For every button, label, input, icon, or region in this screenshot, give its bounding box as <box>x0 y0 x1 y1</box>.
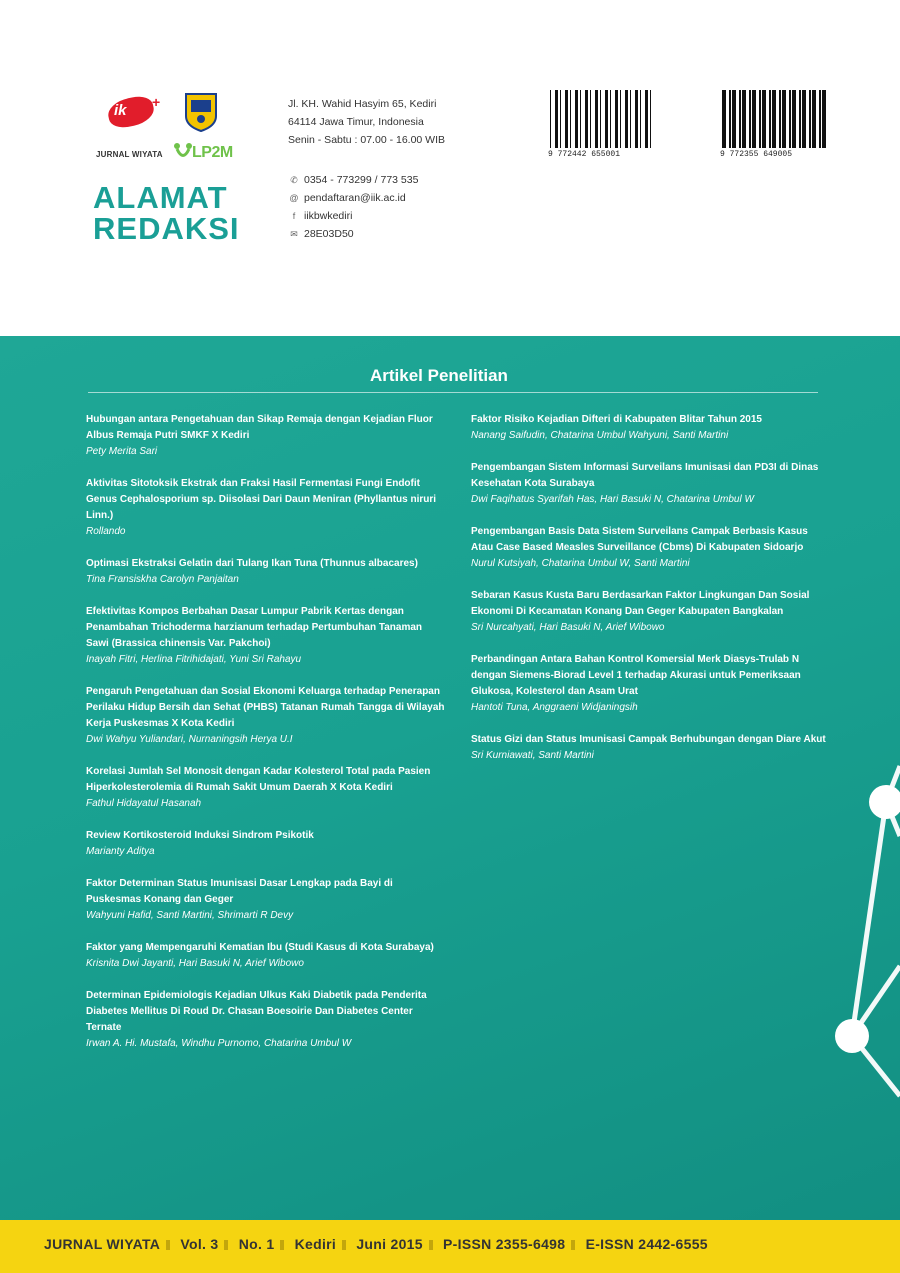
article-title: Efektivitas Kompos Berbahan Dasar Lumpur Pabrik Kertas dengan Penambahan Trichoderma harzianum terhadap Pertumbuhan Tanaman Sawi (Brassica chinensis Var. Pakchoi) <box>86 606 423 649</box>
jurnal-wiyata-logo: JURNAL WIYATA <box>96 150 163 159</box>
article-title: Status Gizi dan Status Imunisasi Campak Berhubungan dengan Diare Akut <box>471 734 826 745</box>
article-title: Sebaran Kasus Kusta Baru Berdasarkan Faktor Lingkungan Dan Sosial Ekonomi Di Kecamatan Konang Dan Geger Kabupaten Bangkalan <box>471 590 810 617</box>
article-item <box>86 556 446 588</box>
article-item <box>86 828 446 860</box>
article-authors: Rollando <box>86 526 126 537</box>
article-authors: Krisnita Dwi Jayanti, Hari Basuki N, Arief Wibowo <box>86 958 304 969</box>
contact-phone: ✆ 0354 - 773299 / 773 535 <box>288 171 418 189</box>
address-line: 64114 Jawa Timur, Indonesia <box>288 116 424 128</box>
article-authors: Sri Nurcahyati, Hari Basuki N, Arief Wibowo <box>471 622 665 633</box>
article-title: Faktor yang Mempengaruhi Kematian Ibu (Studi Kasus di Kota Surabaya) <box>86 942 434 953</box>
article-item <box>86 476 446 540</box>
articles-panel <box>0 336 900 1220</box>
article-authors: Sri Kurniawati, Santi Martini <box>471 750 594 761</box>
lp2m-logo: LP2M <box>172 138 242 166</box>
iik-logo: ik + <box>108 94 160 128</box>
article-title: Determinan Epidemiologis Kejadian Ulkus Kaki Diabetik pada Penderita Diabetes Mellitus Di Roud Dr. Chasan Boesoirie Dan Diabetes Center Ternate <box>86 990 427 1033</box>
article-item <box>86 764 446 812</box>
article-authors: Tina Fransiskha Carolyn Panjaitan <box>86 574 239 585</box>
barcode-number: 9 772355 649005 <box>720 150 793 159</box>
issue-date: Juni 2015 <box>356 1236 423 1252</box>
volume: Vol. 3 <box>180 1236 219 1252</box>
article-title: Pengembangan Basis Data Sistem Surveilans Campak Berbasis Kasus Atau Case Based Measles Surveillance (Cbms) Di Kabupaten Sidoarjo <box>471 526 808 553</box>
barcode-print-issn <box>548 90 658 160</box>
article-title: Optimasi Ekstraksi Gelatin dari Tulang Ikan Tuna (Thunnus albacares) <box>86 558 418 569</box>
article-title: Review Kortikosteroid Induksi Sindrom Psikotik <box>86 830 314 841</box>
barcode-graphic <box>548 90 658 148</box>
office-hours: Senin - Sabtu : 07.00 - 16.00 WIB <box>288 134 446 146</box>
article-item <box>471 460 831 508</box>
article-column-right <box>471 412 831 780</box>
email-icon: @ <box>289 193 299 203</box>
article-item <box>471 732 831 764</box>
barcode-number: 9 772442 655001 <box>548 150 621 159</box>
article-authors: Inayah Fitri, Herlina Fitrihidajati, Yuni Sri Rahayu <box>86 654 302 665</box>
article-item <box>471 412 831 444</box>
article-item <box>86 604 446 668</box>
article-authors: Hantoti Tuna, Anggraeni Widjaningsih <box>471 702 638 713</box>
contact-list <box>288 171 418 243</box>
article-title: Aktivitas Sitotoksik Ekstrak dan Fraksi Hasil Fermentasi Fungi Endofit Genus Cephalosporium sp. Diisolasi Dari Daun Meniran (Phyllantus niruri Linn.) <box>86 478 437 521</box>
journal-name: JURNAL WIYATA <box>44 1236 161 1252</box>
article-item <box>86 940 446 972</box>
address-block <box>288 95 445 149</box>
address-line: Jl. KH. Wahid Hasyim 65, Kediri <box>288 98 437 110</box>
barcode-online-issn <box>720 90 830 160</box>
article-authors: Dwi Faqihatus Syarifah Has, Hari Basuki N, Chatarina Umbul W <box>471 494 754 505</box>
crest-logo <box>184 92 218 132</box>
footer-bar <box>0 1220 900 1273</box>
article-title: Pengaruh Pengetahuan dan Sosial Ekonomi Keluarga terhadap Penerapan Perilaku Hidup Bersih dan Sehat (PHBS) Tatanan Rumah Tangga di Wilayah Kerja Puskesmas X Kota Kediri <box>86 686 445 729</box>
article-authors: Pety Merita Sari <box>86 446 158 457</box>
journal-info <box>44 1236 708 1252</box>
facebook-icon: f <box>292 211 296 221</box>
article-authors: Fathul Hidayatul Hasanah <box>86 798 202 809</box>
article-item <box>471 588 831 636</box>
issue-number: No. 1 <box>238 1236 275 1252</box>
article-item <box>86 988 446 1052</box>
article-title: Faktor Risiko Kejadian Difteri di Kabupaten Blitar Tahun 2015 <box>471 414 762 425</box>
online-issn: E-ISSN 2442-6555 <box>585 1236 708 1252</box>
article-authors: Nurul Kutsiyah, Chatarina Umbul W, Santi Martini <box>471 558 690 569</box>
article-title: Faktor Determinan Status Imunisasi Dasar Lengkap pada Bayi di Puskesmas Konang dan Geger <box>86 878 393 905</box>
contact-email: @ pendaftaran@iik.ac.id <box>288 189 418 207</box>
logo-group <box>96 92 256 172</box>
article-title: Perbandingan Antara Bahan Kontrol Komersial Merk Diasys-Trulab N dengan Siemens-Biorad Level 1 terhadap Akurasi untuk Pemeriksaan Glukosa, Kolesterol dan Asam Urat <box>471 654 801 697</box>
contact-bbm: ✉ 28E03D50 <box>288 225 418 243</box>
bbm-icon: ✉ <box>290 229 298 239</box>
city: Kediri <box>294 1236 337 1252</box>
section-divider <box>88 392 818 393</box>
article-authors: Marianty Aditya <box>86 846 155 857</box>
article-item <box>86 876 446 924</box>
article-item <box>86 412 446 460</box>
article-item <box>86 684 446 748</box>
section-title: Artikel Penelitian <box>370 366 508 385</box>
barcode-graphic <box>720 90 830 148</box>
article-authors: Irwan A. Hi. Mustafa, Windhu Purnomo, Chatarina Umbul W <box>86 1038 352 1049</box>
article-item <box>471 652 831 716</box>
phone-icon: ✆ <box>290 175 298 185</box>
article-title: Hubungan antara Pengetahuan dan Sikap Remaja dengan Kejadian Fluor Albus Remaja Putri SMKF X Kediri <box>86 414 433 441</box>
article-authors: Dwi Wahyu Yuliandari, Nurnaningsih Herya U.I <box>86 734 293 745</box>
page-title: ALAMAT REDAKSI <box>93 180 240 246</box>
article-title: Korelasi Jumlah Sel Monosit dengan Kadar Kolesterol Total pada Pasien Hiperkolesterolemia di Rumah Sakit Umum Daerah X Kota Kediri <box>86 766 431 793</box>
header-area <box>0 0 900 336</box>
article-item <box>471 524 831 572</box>
contact-facebook: f iikbwkediri <box>288 207 418 225</box>
print-issn: P-ISSN 2355-6498 <box>443 1236 566 1252</box>
article-authors: Wahyuni Hafid, Santi Martini, Shrimarti R Devy <box>86 910 294 921</box>
article-title: Pengembangan Sistem Informasi Surveilans Imunisasi dan PD3I di Dinas Kesehatan Kota Surabaya <box>471 462 819 489</box>
article-column-left <box>86 412 446 1068</box>
article-authors: Nanang Saifudin, Chatarina Umbul Wahyuni, Santi Martini <box>471 430 729 441</box>
